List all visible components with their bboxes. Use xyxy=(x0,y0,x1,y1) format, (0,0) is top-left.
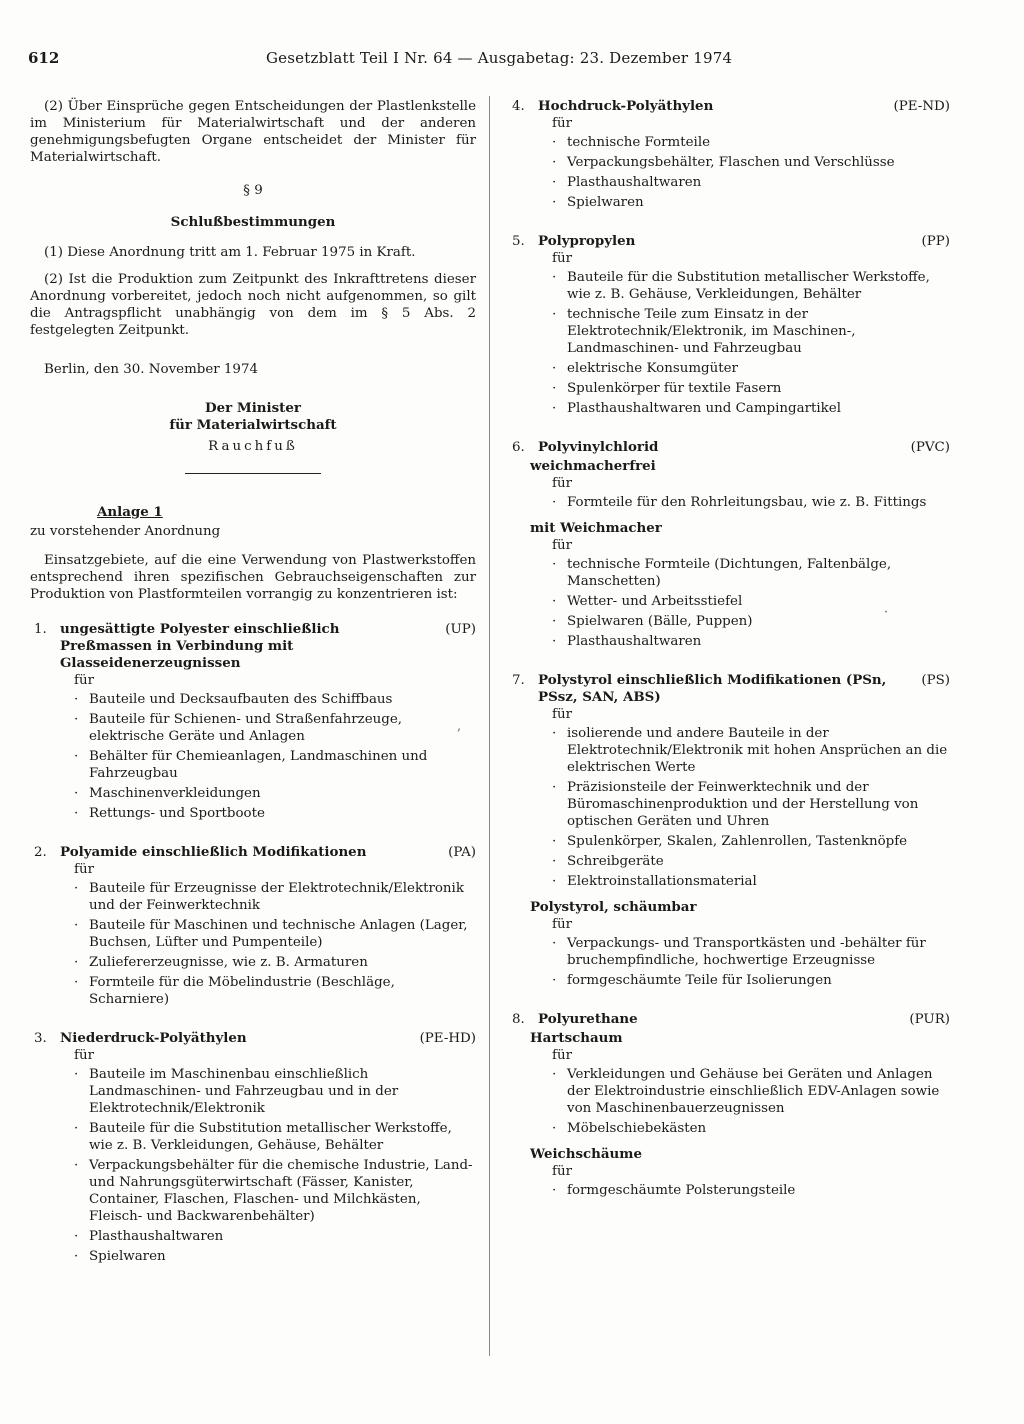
usage-item: · Verkleidungen und Gehäuse bei Geräten und Anlagen der Elektroindustrie einschließlich EDV-Anlagen sowie von Maschinenbauerzeugnissen xyxy=(552,1066,950,1117)
category-heading xyxy=(30,844,476,861)
usage-item: · formgeschäumte Teile für Isolierungen xyxy=(552,972,950,989)
fuer-label: für xyxy=(552,116,572,131)
usage-item: · Bauteile für Maschinen und technische Anlagen (Lager, Buchsen, Lüfter und Pumpenteile) xyxy=(74,917,476,951)
usage-item: · Elektroinstallationsmaterial xyxy=(552,873,950,890)
usage-item: · Spulenkörper für textile Fasern xyxy=(552,380,950,397)
usage-item: · Bauteile für die Substitution metallischer Werkstoffe, wie z. B. Gehäuse, Verkleidungen, Behälter xyxy=(552,269,950,303)
signatory-name: Rauchfuß xyxy=(208,439,298,454)
category-heading xyxy=(508,1011,950,1028)
right-column xyxy=(508,98,950,1202)
category-3 xyxy=(30,1030,476,1265)
usage-item: · Bauteile für die Substitution metallischer Werkstoffe, wie z. B. Verkleidungen, Gehäuse, Behälter xyxy=(74,1120,476,1154)
usage-item: · Bauteile für Erzeugnisse der Elektrotechnik/Elektronik und der Feinwerktechnik xyxy=(74,880,476,914)
category-heading xyxy=(508,672,950,706)
usage-item: · Möbelschiebekästen xyxy=(552,1120,950,1137)
category-abbreviation: (PUR) xyxy=(909,1012,950,1027)
category-1 xyxy=(30,621,476,822)
usage-list xyxy=(30,880,476,1008)
usage-item: · Wetter- und Arbeitsstiefel xyxy=(552,593,950,610)
section-title: Schlußbestimmungen xyxy=(170,214,336,230)
annex-title: Anlage 1 xyxy=(97,504,163,520)
category-number: 8. xyxy=(512,1012,525,1027)
usage-item: · Plasthaushaltwaren xyxy=(74,1228,476,1245)
usage-item: · Plasthaushaltwaren und Campingartikel xyxy=(552,400,950,417)
usage-list xyxy=(508,134,950,211)
category-number: 5. xyxy=(512,234,525,249)
category-abbreviation: (UP) xyxy=(445,622,476,637)
category-name: Niederdruck-Polyäthylen xyxy=(60,1030,247,1046)
usage-item: · Schreibgeräte xyxy=(552,853,950,870)
usage-list xyxy=(508,935,950,989)
category-abbreviation: (PVC) xyxy=(910,440,950,455)
usage-item: · Plasthaushaltwaren xyxy=(552,633,950,650)
fuer-label: für xyxy=(74,862,94,877)
usage-item: · technische Formteile xyxy=(552,134,950,151)
category-2 xyxy=(30,844,476,1008)
annex-intro: Einsatzgebiete, auf die eine Verwendung von Plastwerkstoffen entsprechend ihren spezifischen Gebrauchseigenschaften zur Produktion von Plastformteilen vorrangig zu konzentrieren ist: xyxy=(30,553,476,602)
category-name: Polypropylen xyxy=(538,233,636,249)
usage-item: · technische Formteile (Dichtungen, Faltenbälge, Manschetten) xyxy=(552,556,950,590)
usage-item: · Formteile für die Möbelindustrie (Beschläge, Scharniere) xyxy=(74,974,476,1008)
usage-item: · Plasthaushaltwaren xyxy=(552,174,950,191)
usage-item: · technische Teile zum Einsatz in der Elektrotechnik/Elektronik, im Maschinen-, Landmaschinen- und Fahrzeugbau xyxy=(552,306,950,357)
usage-list xyxy=(30,1066,476,1265)
category-heading xyxy=(30,621,476,672)
subgroup-title: mit Weichmacher xyxy=(530,520,662,536)
usage-item: · Maschinenverkleidungen xyxy=(74,785,476,802)
page-number: 612 xyxy=(28,49,60,67)
usage-item: · Spielwaren xyxy=(552,194,950,211)
category-abbreviation: (PA) xyxy=(448,845,476,860)
category-heading xyxy=(508,233,950,250)
usage-item: · Bauteile im Maschinenbau einschließlich Landmaschinen- und Fahrzeugbau und in der Elektrotechnik/Elektronik xyxy=(74,1066,476,1117)
category-number: 2. xyxy=(34,845,47,860)
subgroup-title: weichmacherfrei xyxy=(530,458,656,474)
fuer-label: für xyxy=(552,476,572,491)
category-number: 6. xyxy=(512,440,525,455)
gazette-title: Gesetzblatt Teil I Nr. 64 — Ausgabetag: 23. Dezember 1974 xyxy=(266,49,733,67)
category-heading xyxy=(508,98,950,115)
usage-item: · Spielwaren xyxy=(74,1248,476,1265)
usage-list xyxy=(30,691,476,822)
category-number: 4. xyxy=(512,99,525,114)
category-abbreviation: (PE-HD) xyxy=(419,1031,476,1046)
usage-list xyxy=(508,494,950,511)
usage-item: · Zuliefererzeugnisse, wie z. B. Armaturen xyxy=(74,954,476,971)
usage-list xyxy=(508,725,950,890)
left-column xyxy=(30,98,476,1268)
fuer-label: für xyxy=(552,538,572,553)
paragraph-effective-date: (1) Diese Anordnung tritt am 1. Februar 1975 in Kraft. xyxy=(44,245,416,260)
usage-item: · isolierende und andere Bauteile in der Elektrotechnik/Elektronik mit hohen Ansprüchen an die elektrischen Werte xyxy=(552,725,950,776)
category-name: Polyamide einschließlich Modifikationen xyxy=(60,844,367,860)
category-7 xyxy=(508,672,950,989)
usage-item: · Spulenkörper, Skalen, Zahlenrollen, Tastenknöpfe xyxy=(552,833,950,850)
category-name: ungesättigte Polyester einschließlich Preßmassen in Verbindung mit Glasseidenerzeugnissen xyxy=(60,621,340,671)
usage-item: · elektrische Konsumgüter xyxy=(552,360,950,377)
category-name: Polyurethane xyxy=(538,1011,638,1027)
usage-item: · Spielwaren (Bälle, Puppen) xyxy=(552,613,950,630)
category-abbreviation: (PP) xyxy=(921,234,950,249)
usage-item: · Rettungs- und Sportboote xyxy=(74,805,476,822)
category-name: Hochdruck-Polyäthylen xyxy=(538,98,714,114)
category-abbreviation: (PE-ND) xyxy=(893,99,950,114)
category-5 xyxy=(508,233,950,417)
section-number: § 9 xyxy=(243,183,263,198)
category-heading xyxy=(508,439,950,456)
usage-item: · Bauteile für Schienen- und Straßenfahrzeuge, elektrische Geräte und Anlagen xyxy=(74,711,476,745)
category-name: Polystyrol einschließlich Modifikationen (PSn, PSsz, SAN, ABS) xyxy=(538,672,887,705)
category-abbreviation: (PS) xyxy=(921,673,950,688)
signatory-title: Der Minister xyxy=(205,400,301,416)
usage-item: · Formteile für den Rohrleitungsbau, wie z. B. Fittings xyxy=(552,494,950,511)
usage-item: · Präzisionsteile der Feinwerktechnik und der Büromaschinenproduktion und der Herstellung von optischen Geräten und Uhren xyxy=(552,779,950,830)
usage-list xyxy=(508,1066,950,1137)
column-divider xyxy=(489,96,490,1356)
fuer-label: für xyxy=(552,1164,572,1179)
fuer-label: für xyxy=(74,1048,94,1063)
fuer-label: für xyxy=(552,917,572,932)
category-8 xyxy=(508,1011,950,1199)
category-list-right xyxy=(508,98,950,1199)
fuer-label: für xyxy=(74,673,94,688)
place-date: Berlin, den 30. November 1974 xyxy=(44,362,258,377)
category-number: 1. xyxy=(34,622,47,637)
usage-list xyxy=(508,1182,950,1199)
fuer-label: für xyxy=(552,251,572,266)
usage-item: · Behälter für Chemieanlagen, Landmaschinen und Fahrzeugbau xyxy=(74,748,476,782)
annex-subtitle: zu vorstehender Anordnung xyxy=(30,524,221,539)
subgroup-title: Hartschaum xyxy=(530,1030,623,1046)
usage-item: · Bauteile und Decksaufbauten des Schiffbaus xyxy=(74,691,476,708)
category-number: 7. xyxy=(512,673,525,688)
fuer-label: für xyxy=(552,1048,572,1063)
subgroup-title: Polystyrol, schäumbar xyxy=(530,899,697,915)
usage-item: · formgeschäumte Polsterungsteile xyxy=(552,1182,950,1199)
subgroup-title: Weichschäume xyxy=(530,1146,642,1162)
scan-mark: · xyxy=(884,605,889,620)
scan-mark: , xyxy=(457,719,462,734)
page-header xyxy=(28,50,968,74)
usage-item: · Verpackungsbehälter, Flaschen und Verschlüsse xyxy=(552,154,950,171)
category-name: Polyvinylchlorid xyxy=(538,439,659,455)
category-number: 3. xyxy=(34,1031,47,1046)
signatory-ministry: für Materialwirtschaft xyxy=(169,417,337,433)
category-4 xyxy=(508,98,950,211)
usage-list xyxy=(508,269,950,417)
usage-item: · Verpackungs- und Transportkästen und -behälter für bruchempfindliche, hochwertige Erzeugnisse xyxy=(552,935,950,969)
paragraph-production: (2) Ist die Produktion zum Zeitpunkt des Inkrafttretens dieser Anordnung vorbereitet, jedoch noch nicht aufgenommen, so gilt die Antragspflicht unabhängig von dem im § 5 Abs. 2 festgelegten Zeitpunkt. xyxy=(30,272,476,338)
category-heading xyxy=(30,1030,476,1047)
usage-item: · Verpackungsbehälter für die chemische Industrie, Land- und Nahrungsgüterwirtschaft (Fässer, Kanister, Container, Flaschen, Flaschen- und Milchkästen, Fleisch- und Backwarenbehälter) xyxy=(74,1157,476,1225)
usage-list xyxy=(508,556,950,650)
signature-rule xyxy=(185,473,321,474)
category-list-left xyxy=(30,621,476,1265)
fuer-label: für xyxy=(552,707,572,722)
paragraph-objections: (2) Über Einsprüche gegen Entscheidungen der Plastlenkstelle im Ministerium für Materialwirtschaft und der anderen genehmigungsbefugten Organe entscheidet der Minister für Materialwirtschaft. xyxy=(30,99,476,165)
